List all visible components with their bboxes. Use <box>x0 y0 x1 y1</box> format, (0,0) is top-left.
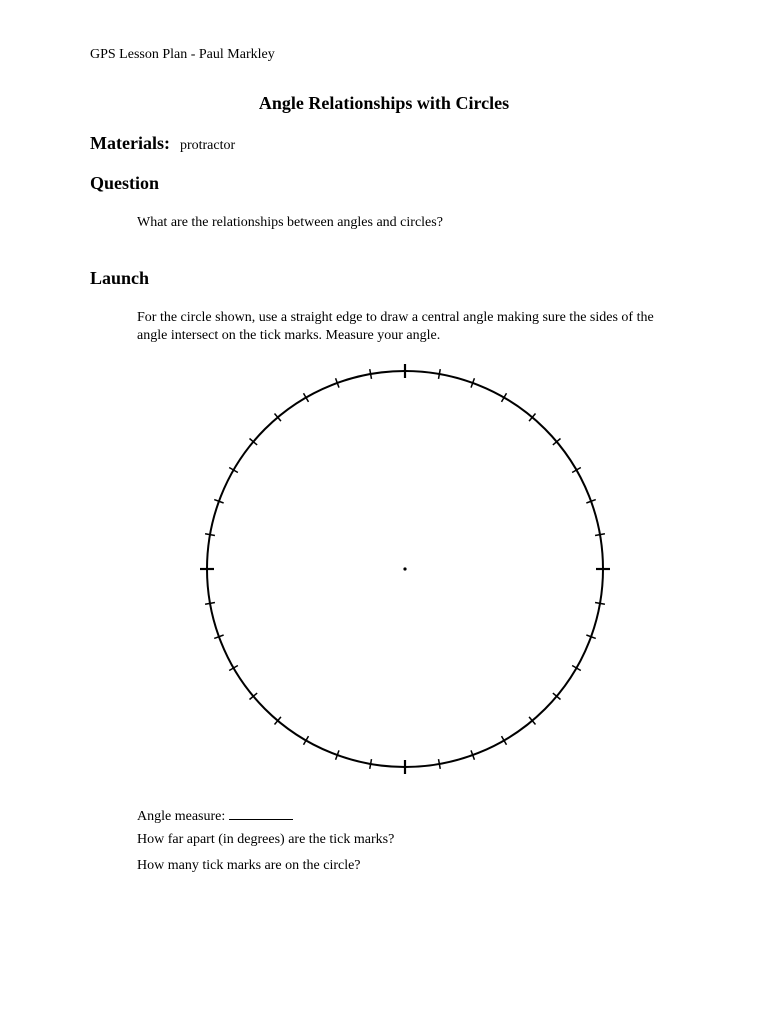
tick-mark <box>595 603 605 605</box>
center-point <box>403 567 406 570</box>
question-heading: Question <box>90 173 160 193</box>
tick-mark <box>205 603 215 605</box>
tick-mark <box>370 369 372 379</box>
circle-with-tick-marks <box>200 362 610 777</box>
document-header: GPS Lesson Plan - Paul Markley <box>90 47 275 62</box>
materials-value: protractor <box>179 138 236 153</box>
angle-measure-label: Angle measure: <box>137 809 226 824</box>
tick-spacing-prompt: How far apart (in degrees) are the tick marks? <box>137 832 395 847</box>
angle-measure-blank[interactable] <box>229 806 293 820</box>
materials-line <box>90 133 235 154</box>
materials-label: Materials: <box>90 133 170 153</box>
page-title: Angle Relationships with Circles <box>258 93 510 113</box>
tick-mark <box>595 534 605 536</box>
angle-measure-prompt <box>137 806 293 825</box>
question-text: What are the relationships between angles and circles? <box>137 215 443 230</box>
tick-mark <box>205 534 215 536</box>
tick-mark <box>370 759 372 769</box>
tick-count-prompt: How many tick marks are on the circle? <box>137 858 361 873</box>
tick-mark <box>439 369 441 379</box>
tick-mark <box>439 759 441 769</box>
launch-heading: Launch <box>90 268 150 288</box>
launch-text: For the circle shown, use a straight edge to draw a central angle making sure the sides of the angle intersect on the tick marks. Measure your angle. <box>137 310 654 343</box>
